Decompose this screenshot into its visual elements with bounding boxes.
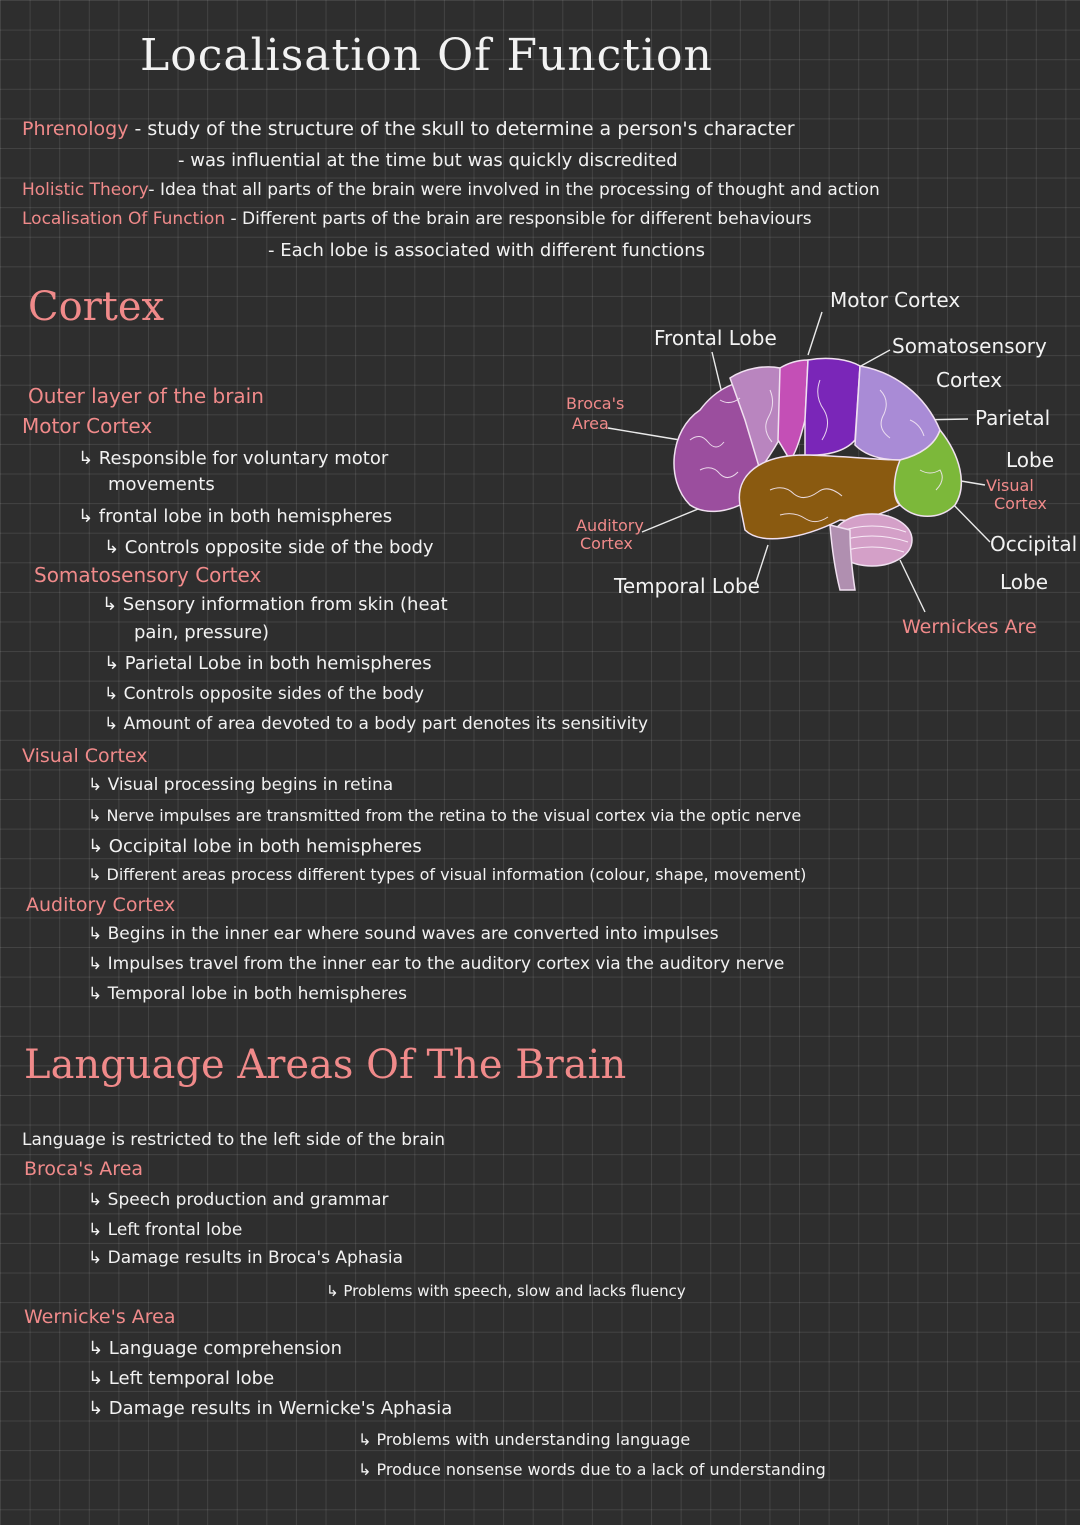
auditory-heading: Auditory Cortex — [26, 894, 176, 916]
phrenology-note: - was influential at the time but was quickly discredited — [178, 150, 678, 171]
wernicke-heading: Wernicke's Area — [24, 1306, 176, 1328]
label-temporal-lobe: Temporal Lobe — [614, 574, 760, 598]
label-occipital: Occipital — [990, 532, 1078, 556]
phrenology-def: - study of the structure of the skull to determine a person's character — [134, 118, 795, 140]
page-title: Localisation Of Function — [140, 30, 713, 81]
somato-note-1b: pain, pressure) — [134, 622, 270, 643]
label-auditory-cortex: Auditory — [576, 516, 644, 535]
label-parietal: Parietal — [975, 406, 1051, 430]
broca-note-1: ↳ Speech production and grammar — [88, 1190, 389, 1210]
motor-note-2: ↳ frontal lobe in both hemispheres — [78, 506, 393, 527]
cortex-heading: Cortex — [28, 284, 165, 330]
broca-note-3a: ↳ Problems with speech, slow and lacks fluency — [326, 1282, 686, 1300]
label-visual-cortex-2: Cortex — [994, 494, 1047, 513]
phrenology-term: Phrenology — [22, 118, 129, 140]
label-somatosensory-2: Cortex — [936, 368, 1003, 392]
broca-heading: Broca's Area — [24, 1158, 144, 1180]
holistic-term: Holistic Theory — [22, 180, 149, 200]
outer-layer: Outer layer of the brain — [28, 384, 264, 408]
motor-note-1: ↳ Responsible for voluntary motor — [78, 448, 389, 469]
motor-cortex-region — [778, 360, 808, 460]
visual-note-3: ↳ Occipital lobe in both hemispheres — [88, 836, 422, 857]
parietal-lobe-region — [855, 366, 940, 460]
somato-heading: Somatosensory Cortex — [34, 563, 262, 587]
auditory-note-3: ↳ Temporal lobe in both hemispheres — [88, 984, 407, 1004]
visual-note-1: ↳ Visual processing begins in retina — [88, 775, 394, 795]
somatosensory-region — [805, 358, 860, 455]
broca-note-2: ↳ Left frontal lobe — [88, 1220, 243, 1240]
label-frontal-lobe: Frontal Lobe — [654, 326, 777, 350]
holistic-def: - Idea that all parts of the brain were involved in the processing of thought and action — [148, 180, 880, 200]
label-somatosensory: Somatosensory — [892, 334, 1047, 358]
label-parietal-2: Lobe — [1006, 448, 1055, 472]
somato-note-2: ↳ Parietal Lobe in both hemispheres — [104, 653, 432, 674]
visual-note-2: ↳ Nerve impulses are transmitted from the retina to the visual cortex via the optic nerve — [88, 806, 802, 825]
motor-note-1b: movements — [108, 474, 215, 495]
label-occipital-2: Lobe — [1000, 570, 1049, 594]
somato-note-3: ↳ Controls opposite sides of the body — [104, 684, 425, 704]
motor-note-3: ↳ Controls opposite side of the body — [104, 537, 434, 558]
wernicke-note-2: ↳ Left temporal lobe — [88, 1368, 275, 1389]
wernicke-note-3a: ↳ Problems with understanding language — [358, 1430, 691, 1449]
wernicke-note-3: ↳ Damage results in Wernicke's Aphasia — [88, 1398, 453, 1419]
label-brocas: Broca's — [566, 394, 625, 413]
wernicke-note-3b: ↳ Produce nonsense words due to a lack of understanding — [358, 1460, 826, 1479]
wernicke-note-1: ↳ Language comprehension — [88, 1338, 342, 1359]
auditory-note-1: ↳ Begins in the inner ear where sound waves are converted into impulses — [88, 924, 719, 944]
auditory-note-2: ↳ Impulses travel from the inner ear to the auditory cortex via the auditory nerve — [88, 954, 785, 974]
broca-note-3: ↳ Damage results in Broca's Aphasia — [88, 1248, 404, 1268]
localisation-def: - Different parts of the brain are responsible for different behaviours — [230, 209, 812, 229]
localisation-note: - Each lobe is associated with different functions — [268, 240, 705, 261]
label-wernickes: Wernickes Are — [902, 616, 1037, 638]
label-motor-cortex: Motor Cortex — [830, 288, 961, 312]
somato-note-4: ↳ Amount of area devoted to a body part denotes its sensitivity — [104, 714, 649, 734]
label-auditory-cortex-2: Cortex — [580, 534, 633, 553]
somato-note-1: ↳ Sensory information from skin (heat — [102, 594, 448, 615]
language-heading: Language Areas Of The Brain — [24, 1042, 627, 1088]
visual-note-4: ↳ Different areas process different types of visual information (colour, shape, movement) — [88, 865, 807, 884]
label-brocas-2: Area — [572, 414, 609, 433]
motor-cortex-heading: Motor Cortex — [22, 414, 153, 438]
localisation-term: Localisation Of Function — [22, 209, 226, 229]
visual-heading: Visual Cortex — [22, 745, 148, 767]
label-visual-cortex: Visual — [986, 476, 1034, 495]
language-intro: Language is restricted to the left side of the brain — [22, 1130, 445, 1150]
